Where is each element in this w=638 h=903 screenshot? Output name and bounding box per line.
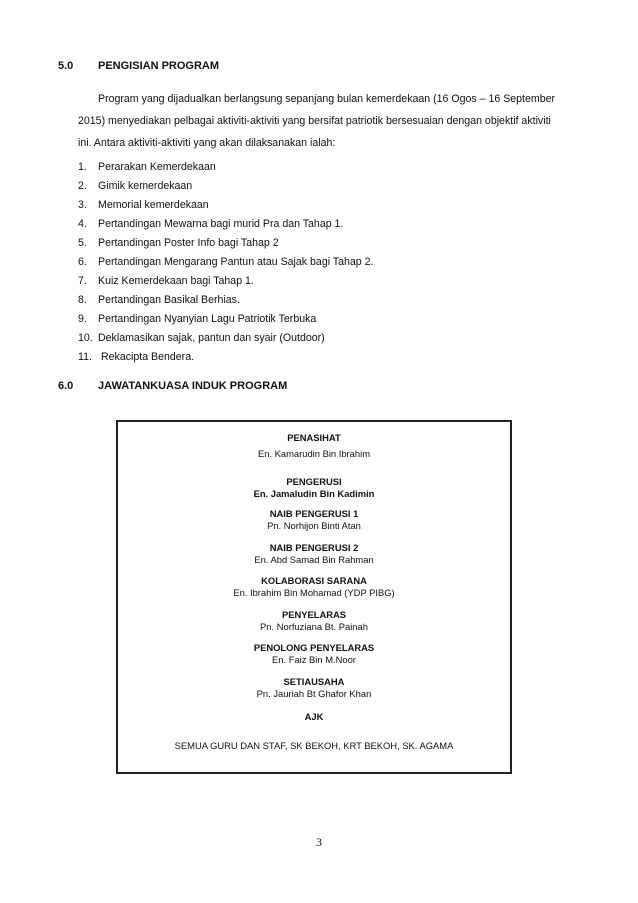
list-item-number: 8.	[78, 294, 87, 306]
list-item-text: Perarakan Kemerdekaan	[98, 161, 216, 173]
committee-member-name: En. Jamaludin Bin Kadimin	[253, 488, 375, 499]
list-item-text: Pertandingan Basikal Berhias.	[98, 294, 240, 306]
list-item-text: Kuiz Kemerdekaan bagi Tahap 1.	[98, 275, 254, 287]
committee-role-title: NAIB PENGERUSI 1	[269, 508, 359, 519]
list-item-text: Pertandingan Poster Info bagi Tahap 2	[98, 237, 279, 249]
list-item-number: 3.	[78, 199, 87, 211]
section-5-title: PENGISIAN PROGRAM	[98, 60, 220, 72]
committee-member-name: En. Abd Samad Bin Rahman	[254, 554, 374, 565]
section-6-heading	[58, 380, 558, 394]
committee-member-name: En. Faiz Bin M.Noor	[272, 654, 356, 665]
list-item-text: Memorial kemerdekaan	[98, 199, 209, 211]
committee-role-title: NAIB PENGERUSI 2	[269, 542, 359, 553]
paragraph-line: 2015) menyediakan pelbagai aktiviti-aktiviti yang bersifat patriotik bersesuaian dengan objektif aktiviti	[78, 115, 551, 127]
list-item-number: 1.	[78, 161, 87, 173]
page-number: 3	[316, 835, 322, 849]
list-item-text: Pertandingan Nyanyian Lagu Patriotik Terbuka	[98, 313, 317, 325]
list-item-number: 6.	[78, 256, 87, 268]
list-item-number: 4.	[78, 218, 87, 230]
committee-member-name: En. Ibrahim Bin Mohamad (YDP PIBG)	[233, 587, 395, 598]
list-item-number: 9.	[78, 313, 87, 325]
committee-member-name: SEMUA GURU DAN STAF, SK BEKOH, KRT BEKOH, SK. AGAMA	[174, 740, 454, 751]
list-item-text: Pertandingan Mengarang Pantun atau Sajak bagi Tahap 2.	[98, 256, 374, 268]
section-5-number: 5.0	[58, 60, 74, 72]
section-5-paragraph	[78, 94, 574, 154]
committee-role-title: KOLABORASI SARANA	[261, 575, 367, 586]
section-5-heading	[58, 60, 558, 74]
committee-role-title: AJK	[304, 711, 324, 722]
list-item-number: 2.	[78, 180, 87, 192]
list-item-number: 5.	[78, 237, 87, 249]
committee-role-title: PENGERUSI	[286, 476, 342, 487]
section-6-title: JAWATANKUASA INDUK PROGRAM	[98, 380, 288, 392]
list-item-text: Pertandingan Mewarna bagi murid Pra dan Tahap 1.	[98, 218, 344, 230]
committee-box	[116, 420, 512, 774]
committee-role-title: PENOLONG PENYELARAS	[253, 642, 375, 653]
list-item-text: Rekacipta Bendera.	[101, 351, 195, 363]
committee-member-name: Pn. Jauriah Bt Ghafor Khan	[256, 688, 372, 699]
committee-role-title: PENYELARAS	[281, 609, 347, 620]
list-item-text: Gimik kemerdekaan	[98, 180, 193, 192]
committee-role-title: SETIAUSAHA	[283, 676, 345, 687]
list-item-number: 11.	[78, 351, 92, 363]
paragraph-line: ini. Antara aktiviti-aktiviti yang akan dilaksanakan ialah:	[78, 137, 336, 149]
committee-role-title: PENASIHAT	[287, 432, 341, 443]
list-item-number: 7.	[78, 275, 87, 287]
list-item-text: Deklamasikan sajak, pantun dan syair (Outdoor)	[98, 332, 325, 344]
list-item-number: 10.	[78, 332, 93, 344]
committee-member-name: En. Kamarudin Bin Ibrahim	[257, 448, 371, 459]
paragraph-line: Program yang dijadualkan berlangsung sepanjang bulan kemerdekaan (16 Ogos – 16 September	[98, 93, 556, 105]
committee-member-name: Pn. Norhijon Binti Atan	[267, 520, 361, 531]
section-6-number: 6.0	[58, 380, 74, 392]
committee-member-name: Pn. Norfuziana Bt. Painah	[260, 621, 368, 632]
